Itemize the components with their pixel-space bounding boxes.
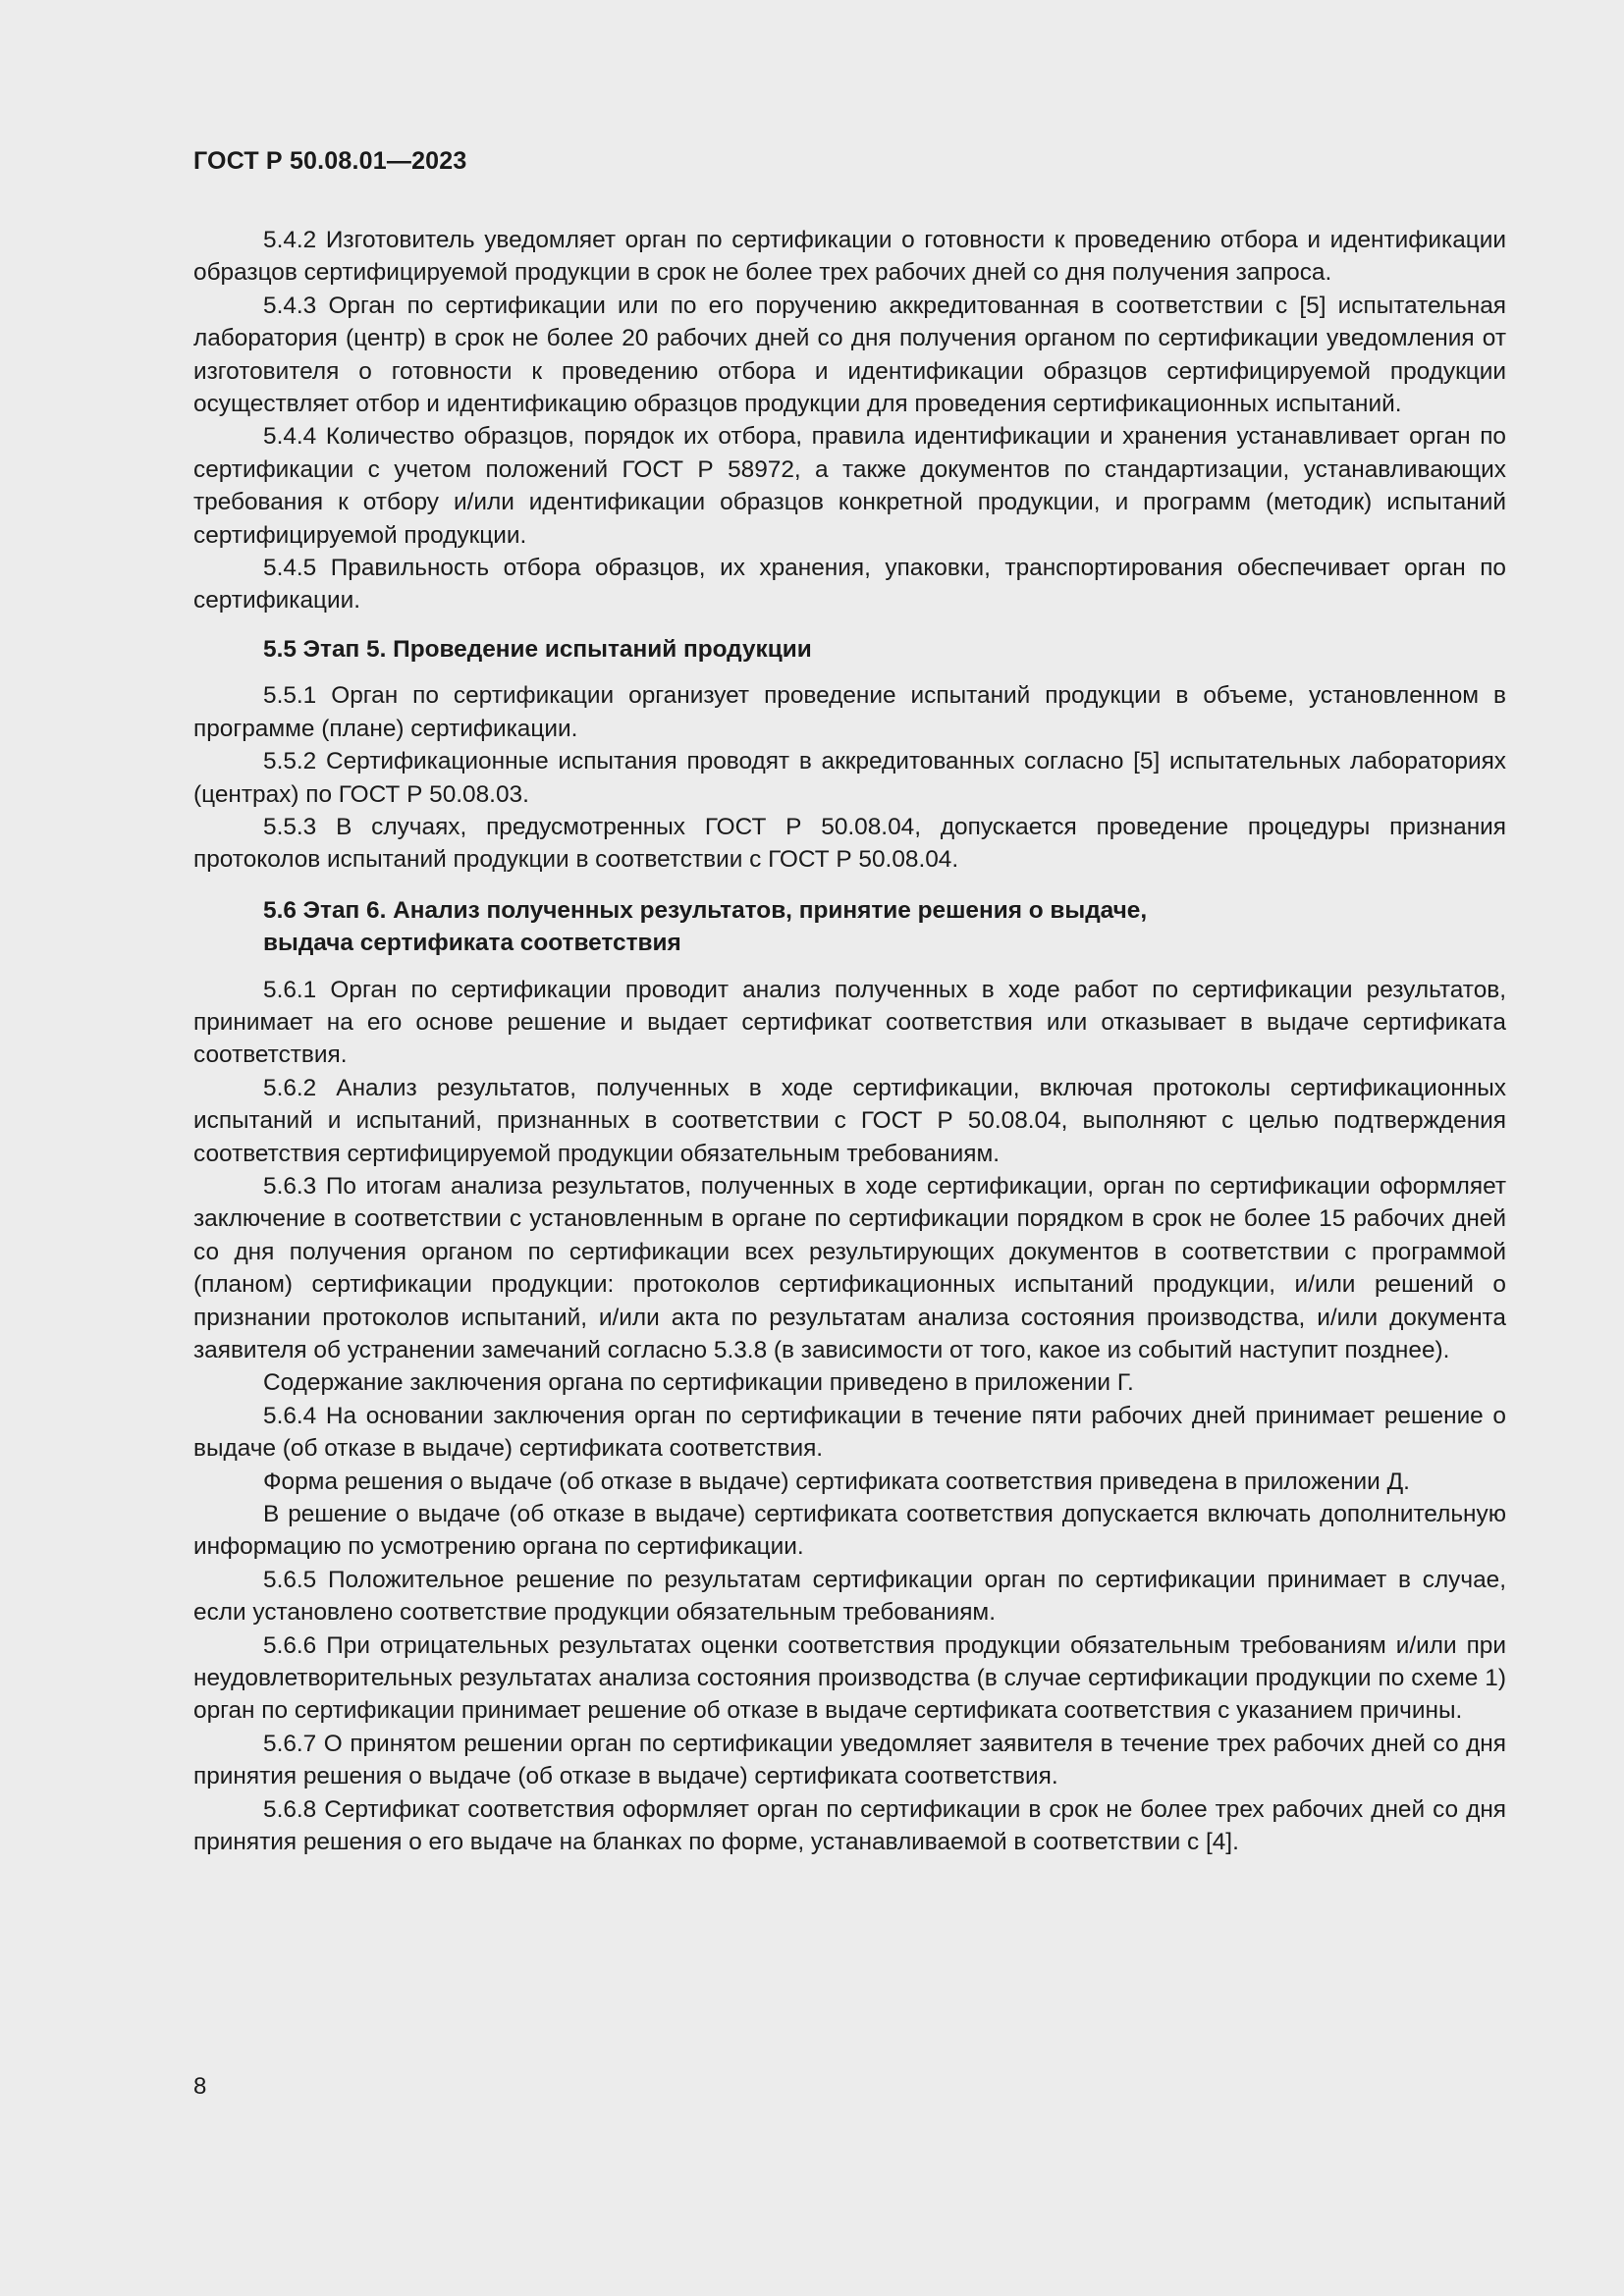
paragraph-5-6-8: 5.6.8 Сертификат соответствия оформляет орган по сертификации в срок не более трех рабочих дней со дня принятия решения о его выдаче на бланках по форме, устанавливаемой в соответствии с [4]. — [193, 1795, 1506, 1856]
document-body — [193, 224, 1506, 1859]
paragraph-additional-info: В решение о выдаче (об отказе в выдаче) сертификата соответствия допускается включать дополнительную информацию по усмотрению органа по сертификации. — [193, 1501, 1506, 1561]
paragraph-5-5-1: 5.5.1 Орган по сертификации организует проведение испытаний продукции в объеме, установленном в программе (плане) сертификации. — [193, 682, 1506, 742]
paragraph-5-4-3: 5.4.3 Орган по сертификации или по его поручению аккредитованная в соответствии с [5] испытательная лаборатория (центр) в срок не более 20 рабочих дней со дня получения органом по сертификации уведомления от изготовителя о готовности к проведению отбора и идентификации образцов сертифицируемой продукции осуществляет отбор и идентификацию образцов продукции для проведения сертификационных испытаний. — [193, 292, 1506, 418]
paragraph-5-6-6: 5.6.6 При отрицательных результатах оценки соответствия продукции обязательным требованиям и/или при неудовлетворительных результатах анализа состояния производства (в случае сертификации продукции по схеме 1) орган по сертификации принимает решение об отказе в выдаче сертификата соответствия с указанием причины. — [193, 1631, 1506, 1725]
paragraph-annex-g-note: Содержание заключения органа по сертификации приведено в приложении Г. — [263, 1369, 1134, 1397]
paragraph-5-6-5: 5.6.5 Положительное решение по результатам сертификации орган по сертификации принимает в случае, если установлено соответствие продукции обязательным требованиям. — [193, 1566, 1506, 1627]
paragraph-5-4-4: 5.4.4 Количество образцов, порядок их отбора, правила идентификации и хранения устанавливает орган по сертификации с учетом положений ГОСТ Р 58972, а также документов по стандартизации, устанавливающих требования к отбору и/или идентификации образцов конкретной продукции, и программ (методик) испытаний сертифицируемой продукции. — [193, 423, 1506, 549]
paragraph-5-5-3: 5.5.3 В случаях, предусмотренных ГОСТ Р 50.08.04, допускается проведение процедуры признания протоколов испытаний продукции в соответствии с ГОСТ Р 50.08.04. — [193, 813, 1506, 874]
page-number: 8 — [193, 2073, 207, 2100]
paragraph-5-5-2: 5.5.2 Сертификационные испытания проводят в аккредитованных согласно [5] испытательных лабораториях (центрах) по ГОСТ Р 50.08.03. — [193, 748, 1506, 808]
paragraph-5-6-1: 5.6.1 Орган по сертификации проводит анализ полученных в ходе работ по сертификации результатов, принимает на его основе решение и выдает сертификат соответствия или отказывает в выдаче сертификата соответствия. — [193, 976, 1506, 1069]
document-header-title: ГОСТ Р 50.08.01—2023 — [193, 147, 467, 175]
section-heading-5-6 — [193, 894, 1506, 960]
section-heading-5-6-line1: 5.6 Этап 6. Анализ полученных результатов, принятие решения о выдаче, — [263, 896, 1148, 924]
paragraph-5-6-4: 5.6.4 На основании заключения орган по сертификации в течение пяти рабочих дней принимает решение о выдаче (об отказе в выдаче) сертификата соответствия. — [193, 1402, 1506, 1463]
paragraph-5-6-3: 5.6.3 По итогам анализа результатов, полученных в ходе сертификации, орган по сертификации оформляет заключение в соответствии с установленным в органе по сертификации порядком в срок не более 15 рабочих дней со дня получения органом по сертификации всех результирующих документов в соответствии с программой (планом) сертификации продукции: протоколов сертификационных испытаний продукции, и/или решений о признании протоколов испытаний, и/или акта по результатам анализа состояния производства, и/или документа заявителя об устранении замечаний согласно 5.3.8 (в зависимости от того, какое из событий наступит позднее). — [193, 1172, 1506, 1363]
section-heading-5-6-line2: выдача сертификата соответствия — [263, 930, 681, 957]
paragraph-5-4-2: 5.4.2 Изготовитель уведомляет орган по сертификации о готовности к проведению отбора и идентификации образцов сертифицируемой продукции в срок не более трех рабочих дней со дня получения запроса. — [193, 227, 1506, 287]
paragraph-annex-d-note: Форма решения о выдаче (об отказе в выдаче) сертификата соответствия приведена в приложении Д. — [263, 1468, 1410, 1495]
paragraph-5-4-5: 5.4.5 Правильность отбора образцов, их хранения, упаковки, транспортирования обеспечивает орган по сертификации. — [193, 555, 1506, 614]
paragraph-5-6-2: 5.6.2 Анализ результатов, полученных в ходе сертификации, включая протоколы сертификационных испытаний и испытаний, признанных в соответствии с ГОСТ Р 50.08.04, выполняют с целью подтверждения соответствия сертифицируемой продукции обязательным требованиям. — [193, 1074, 1506, 1167]
section-heading-5-5: 5.5 Этап 5. Проведение испытаний продукции — [263, 635, 812, 663]
paragraph-5-6-7: 5.6.7 О принятом решении орган по сертификации уведомляет заявителя в течение трех рабочих дней со дня принятия решения о выдаче (об отказе в выдаче) сертификата соответствия. — [193, 1730, 1506, 1790]
